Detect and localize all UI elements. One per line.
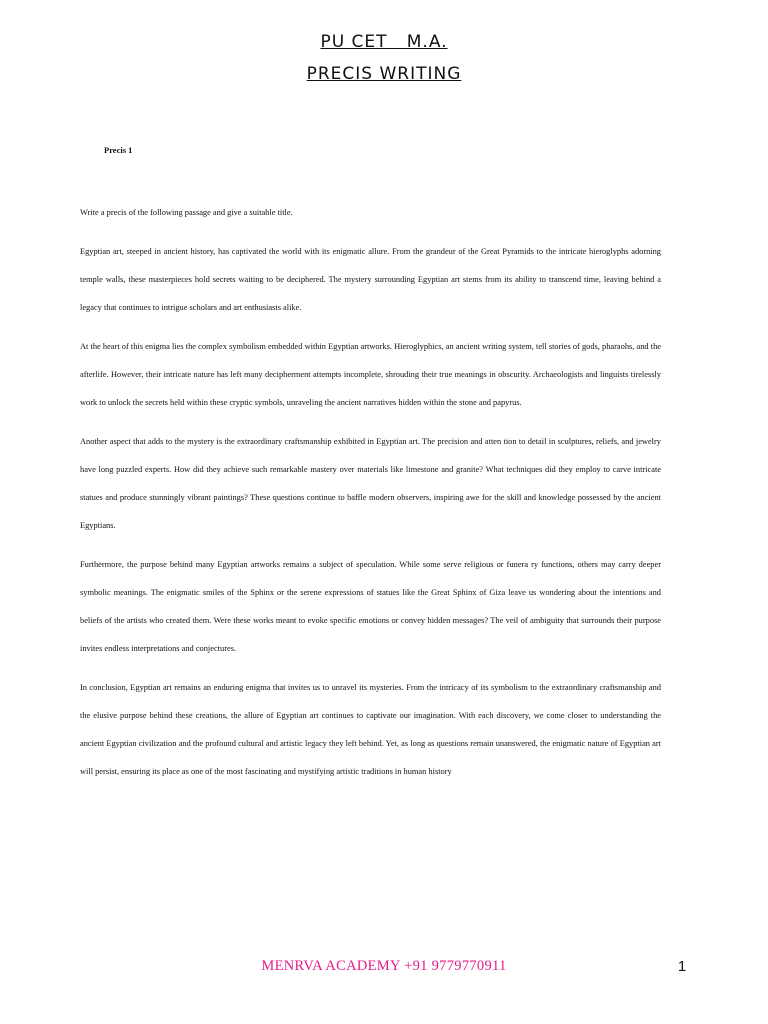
page-title: PU CET M.A.: [320, 32, 448, 52]
section-label: Precis 1: [104, 145, 133, 155]
page-header: [0, 32, 768, 84]
passage-paragraph-2: At the heart of this enigma lies the complex symbolism embedded within Egyptian artworks. Hieroglyphics, an ancient writing system, tell stories of gods, pharaohs, and the afterlife. However, their intricate nature has left many decipherment attempts incomplete, shrouding their true meanings in obscurity. Archaeologists and linguists tirelessly work to unlock the secrets held within these cryptic symbols, unraveling the ancient narratives hidden within the stone and papyrus.: [80, 342, 661, 407]
page-number: 1: [677, 958, 687, 975]
passage-paragraph-3: Another aspect that adds to the mystery is the extraordinary craftsmanship exhibited in Egyptian art. The precision and atten tion to detail in sculptures, reliefs, and jewelry have long puzzled experts. How did they achieve such remarkable mastery over materials like limestone and granite? What techniques did they employ to carve intricate statues and produce stunningly vibrant paintings? These questions continue to baffle modern observers, inspiring awe for the skill and knowledge possessed by the ancient Egyptians.: [80, 437, 661, 530]
passage-paragraph-4: Furthermore, the purpose behind many Egyptian artworks remains a subject of speculation. While some serve religious or funera ry functions, others may carry deeper symbolic meanings. The enigmatic smiles of the Sphinx or the serene expressions of statues like the Great Sphinx of Giza leave us wondering about the intentions and beliefs of the artists who created them. Were these works meant to evoke specific emotions or convey hidden messages? The veil of ambiguity that surrounds their purpose invites endless interpretations and conjectures.: [80, 560, 661, 653]
instruction-text: Write a precis of the following passage and give a suitable title.: [80, 208, 293, 217]
page-subtitle: PRECIS WRITING: [306, 64, 462, 84]
passage-paragraph-5: In conclusion, Egyptian art remains an enduring enigma that invites us to unravel its mysteries. From the intricacy of its symbolism to the extraordinary craftsmanship and the elusive purpose behind these creations, the allure of Egyptian art continues to captivate our imagination. With each discovery, we come closer to understanding the ancient Egyptian civilization and the profound cultural and artistic legacy they left behind. Yet, as long as questions remain unanswered, the enigmatic nature of Egyptian art will persist, ensuring its place as one of the most fascinating and mystifying artistic traditions in human history: [80, 683, 661, 776]
passage-paragraph-1: Egyptian art, steeped in ancient history, has captivated the world with its enigmatic allure. From the grandeur of the Great Pyramids to the intricate hieroglyphs adorning temple walls, these masterpieces hold secrets waiting to be deciphered. The mystery surrounding Egyptian art stems from its ability to transcend time, leaving behind a legacy that continues to intrigue scholars and art enthusiasts alike.: [80, 247, 661, 312]
passage-body: [80, 199, 661, 797]
footer-academy-contact: MENRVA ACADEMY +91 9779770911: [261, 958, 507, 974]
